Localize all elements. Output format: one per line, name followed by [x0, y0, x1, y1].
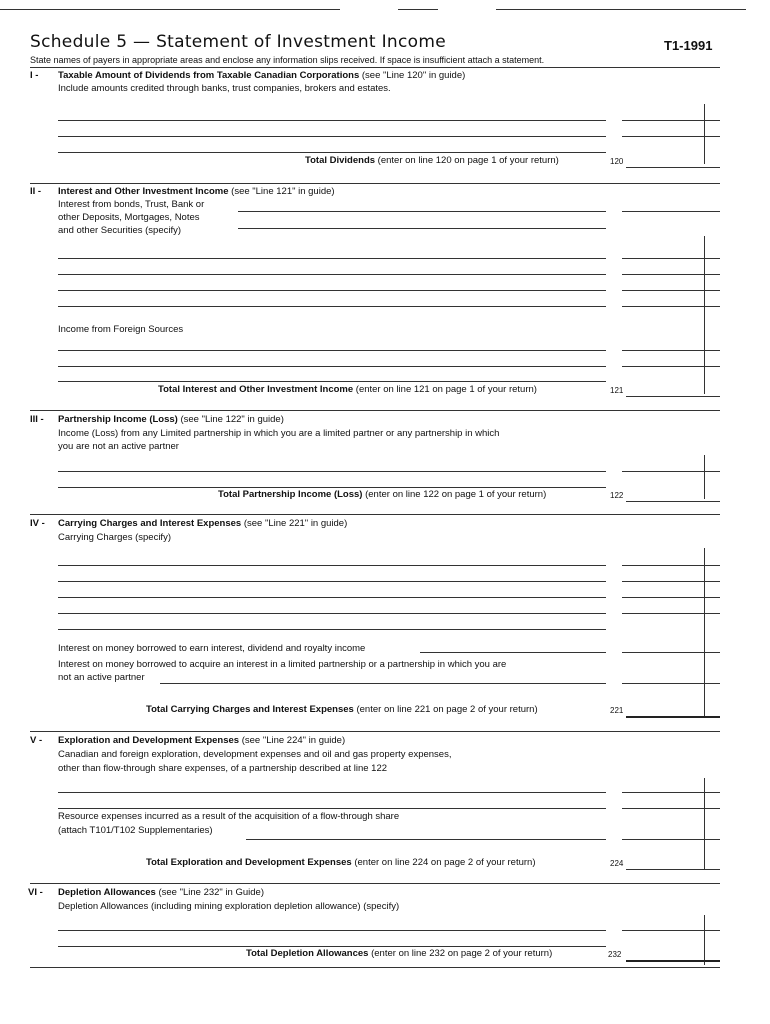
amount-line[interactable] — [622, 597, 720, 598]
line-number: 120 — [610, 157, 624, 166]
entry-line[interactable] — [420, 652, 606, 653]
heading-text: Depletion Allowances — [58, 887, 156, 898]
section-numeral: IV - — [30, 518, 45, 529]
section-heading — [58, 70, 465, 81]
line-number: 122 — [610, 491, 624, 500]
total-amount-line[interactable] — [626, 716, 720, 718]
section-sub: Include amounts credited through banks, trust companies, brokers and estates. — [58, 83, 391, 94]
heading-ref: (see "Line 120" in guide) — [359, 70, 466, 81]
amount-line[interactable] — [622, 306, 720, 307]
amount-line[interactable] — [622, 290, 720, 291]
total-row — [146, 704, 538, 715]
amount-line[interactable] — [622, 350, 720, 351]
amount-line[interactable] — [622, 652, 720, 653]
amount-line[interactable] — [622, 808, 720, 809]
section-numeral: V - — [30, 735, 43, 746]
interest-earning-label: Interest on money borrowed to earn interest, dividend and royalty income — [58, 643, 366, 654]
heading-text: Partnership Income (Loss) — [58, 414, 178, 425]
section-divider — [30, 183, 720, 184]
total-label: Total Depletion Allowances — [246, 948, 369, 959]
amount-line[interactable] — [622, 581, 720, 582]
section-heading — [58, 518, 347, 529]
entry-line[interactable] — [58, 581, 606, 582]
heading-ref: (see "Line 232" in Guide) — [155, 887, 264, 898]
resource-expense-label: Resource expenses incurred as a result of the acquisition of a flow-through share — [58, 811, 400, 822]
total-label: Total Partnership Income (Loss) — [218, 489, 363, 500]
entry-line[interactable] — [58, 350, 606, 351]
section-sub: Canadian and foreign exploration, development expenses and oil and gas property expenses, — [58, 749, 452, 760]
line-number: 221 — [610, 706, 624, 715]
amount-line[interactable] — [622, 613, 720, 614]
section-sub: other than flow-through share expenses, of a partnership described at line 122 — [58, 763, 388, 774]
page-title — [30, 32, 446, 52]
amount-line[interactable] — [622, 930, 720, 931]
total-row — [218, 489, 546, 500]
resource-expense-note: (attach T101/T102 Supplementaries) — [58, 825, 213, 836]
interest-partnership-label: Interest on money borrowed to acquire an interest in a limited partnership or a partnership in which you are — [58, 659, 507, 670]
heading-ref: (see "Line 121" in guide) — [228, 186, 335, 197]
entry-line[interactable] — [58, 258, 606, 259]
total-note: (enter on line 121 on page 1 of your return) — [353, 384, 537, 395]
section-sub: Income (Loss) from any Limited partnership in which you are a limited partner or any partnership in which — [58, 428, 500, 439]
section-heading — [58, 735, 345, 746]
section-sub: you are not an active partner — [58, 441, 179, 452]
section-numeral: III - — [30, 414, 44, 425]
heading-ref: (see "Line 224" in guide) — [239, 735, 346, 746]
bottom-divider — [30, 967, 720, 968]
section-numeral: I - — [30, 70, 39, 81]
top-rule — [398, 9, 438, 10]
section-sub: Depletion Allowances (including mining exploration depletion allowance) (specify) — [58, 901, 400, 912]
amount-line[interactable] — [622, 211, 720, 212]
entry-line[interactable] — [58, 366, 606, 367]
form-number: T1-1991 — [664, 38, 713, 53]
section-sub: other Deposits, Mortgages, Notes — [58, 212, 200, 223]
interest-partnership-label-cont: not an active partner — [58, 672, 145, 683]
total-note: (enter on line 120 on page 1 of your return) — [375, 155, 559, 166]
total-label: Total Carrying Charges and Interest Expenses — [146, 704, 354, 715]
amount-line[interactable] — [622, 366, 720, 367]
total-note: (enter on line 224 on page 2 of your return) — [351, 857, 536, 868]
top-rule — [0, 9, 340, 10]
amount-line[interactable] — [622, 565, 720, 566]
cents-divider — [704, 455, 705, 499]
entry-line[interactable] — [58, 120, 606, 121]
amount-line[interactable] — [622, 136, 720, 137]
entry-line[interactable] — [58, 565, 606, 566]
entry-line[interactable] — [58, 290, 606, 291]
entry-line[interactable] — [58, 792, 606, 793]
entry-line[interactable] — [58, 306, 606, 307]
total-amount-line[interactable] — [626, 960, 720, 962]
line-number: 224 — [610, 859, 624, 868]
total-row — [158, 384, 537, 395]
cents-divider — [704, 236, 705, 394]
cents-divider — [704, 104, 705, 164]
total-row — [246, 948, 552, 959]
entry-line[interactable] — [58, 152, 606, 153]
heading-ref: (see "Line 122" in guide) — [177, 414, 284, 425]
entry-line[interactable] — [58, 629, 606, 630]
section-heading — [58, 414, 284, 425]
section-divider — [30, 410, 720, 411]
entry-line[interactable] — [58, 136, 606, 137]
total-amount-line[interactable] — [626, 869, 720, 870]
cents-divider — [704, 548, 705, 718]
section-sub: Carrying Charges (specify) — [58, 532, 171, 543]
line-number: 232 — [608, 950, 622, 959]
heading-text: Exploration and Development Expenses — [58, 735, 240, 746]
total-note: (enter on line 221 on page 2 of your return) — [353, 704, 538, 715]
total-row — [146, 857, 536, 868]
section-heading — [58, 887, 264, 898]
entry-line[interactable] — [58, 808, 606, 809]
amount-line[interactable] — [622, 792, 720, 793]
entry-line[interactable] — [160, 683, 606, 684]
entry-line[interactable] — [58, 930, 606, 931]
cents-divider — [704, 915, 705, 965]
line-number: 121 — [610, 386, 624, 395]
total-label: Total Interest and Other Investment Income — [158, 384, 354, 395]
heading-text: Carrying Charges and Interest Expenses — [58, 518, 242, 529]
cents-divider — [704, 778, 705, 870]
section-numeral: VI - — [28, 887, 43, 898]
section-heading — [58, 186, 335, 197]
title-main: Statement of Investment Income — [156, 32, 446, 52]
entry-line[interactable] — [238, 228, 606, 229]
section-numeral: II - — [30, 186, 42, 197]
section-divider — [30, 514, 720, 515]
instructions: State names of payers in appropriate areas and enclose any information slips received. If space is insufficient attach a statement. — [30, 55, 545, 65]
entry-line[interactable] — [58, 471, 606, 472]
total-amount-line[interactable] — [626, 501, 720, 502]
amount-line[interactable] — [622, 471, 720, 472]
total-label: Total Dividends — [305, 155, 376, 166]
entry-line[interactable] — [58, 487, 606, 488]
total-label: Total Exploration and Development Expenses — [146, 857, 352, 868]
entry-line[interactable] — [58, 274, 606, 275]
entry-line[interactable] — [246, 839, 606, 840]
entry-line[interactable] — [238, 211, 606, 212]
entry-line[interactable] — [58, 946, 606, 947]
amount-line[interactable] — [622, 839, 720, 840]
section-divider — [30, 731, 720, 732]
total-note: (enter on line 232 on page 2 of your return) — [368, 948, 553, 959]
entry-line[interactable] — [58, 613, 606, 614]
amount-line[interactable] — [622, 258, 720, 259]
foreign-income-label: Income from Foreign Sources — [58, 324, 184, 335]
total-amount-line[interactable] — [626, 167, 720, 168]
heading-text: Interest and Other Investment Income — [58, 186, 229, 197]
total-amount-line[interactable] — [626, 396, 720, 397]
amount-line[interactable] — [622, 120, 720, 121]
amount-line[interactable] — [622, 683, 720, 684]
total-row — [305, 155, 559, 166]
section-sub: and other Securities (specify) — [58, 225, 182, 236]
total-note: (enter on line 122 on page 1 of your return) — [362, 489, 547, 500]
heading-ref: (see "Line 221" in guide) — [241, 518, 348, 529]
amount-line[interactable] — [622, 274, 720, 275]
top-rule — [496, 9, 746, 10]
divider — [30, 67, 720, 68]
heading-text: Taxable Amount of Dividends from Taxable Canadian Corporations — [58, 70, 360, 81]
section-divider — [30, 883, 720, 884]
section-sub: Interest from bonds, Trust, Bank or — [58, 199, 205, 210]
title-prefix: Schedule 5 — — [30, 32, 151, 52]
entry-line[interactable] — [58, 381, 606, 382]
entry-line[interactable] — [58, 597, 606, 598]
